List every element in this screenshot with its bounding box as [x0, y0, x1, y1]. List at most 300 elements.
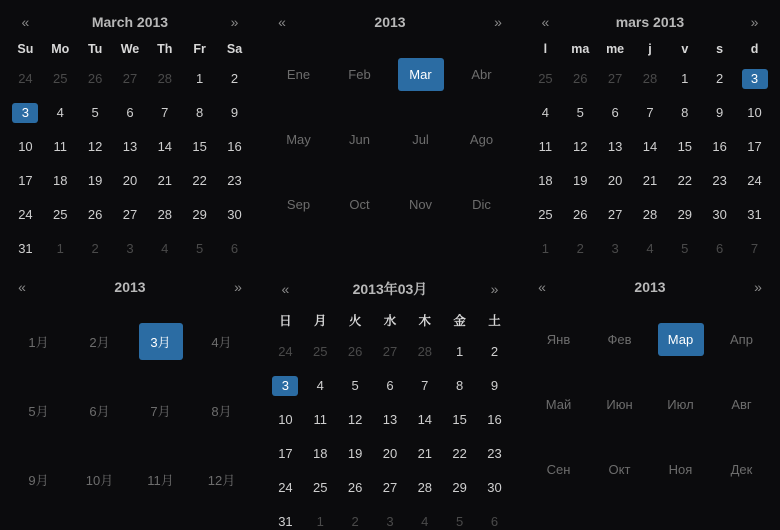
day-of-week-label: s	[716, 42, 724, 56]
calendar-day[interactable]	[598, 96, 633, 130]
month-cell[interactable]	[528, 372, 589, 437]
calendar-day[interactable]	[303, 471, 338, 505]
calendar-day-label: 4	[316, 378, 324, 393]
month-cell-selected[interactable]	[390, 42, 451, 107]
calendar-day[interactable]	[702, 62, 737, 96]
next-arrow-icon[interactable]: »	[234, 279, 242, 295]
calendar-day[interactable]	[633, 62, 668, 96]
month-cell[interactable]	[711, 307, 772, 372]
month-cell-label: Mar	[398, 58, 444, 91]
calendar-day-label: 2	[490, 344, 499, 359]
calendar-day[interactable]	[373, 505, 408, 530]
calendar-day[interactable]	[598, 232, 633, 266]
calendar-day-label: 6	[716, 241, 724, 256]
calendar-day[interactable]	[563, 96, 598, 130]
calendar-day-label: 27	[607, 207, 623, 222]
calendar-day-label: 4	[646, 241, 654, 256]
next-arrow-icon[interactable]: »	[754, 279, 762, 295]
calendar-day-label: 30	[487, 480, 502, 495]
calendar-day[interactable]	[373, 437, 408, 471]
calendar-day[interactable]	[43, 198, 78, 232]
calendar-day[interactable]	[563, 198, 598, 232]
month-cell[interactable]	[589, 437, 650, 502]
calendar-day-selected[interactable]	[8, 96, 43, 130]
calendar-day[interactable]	[477, 437, 512, 471]
month-cell[interactable]	[650, 372, 711, 437]
calendar-panel-jp-days	[260, 265, 520, 530]
day-of-week-label: j	[648, 42, 652, 56]
calendar-day-label: 25	[538, 71, 553, 86]
calendar-week-row	[8, 130, 252, 164]
calendar-day[interactable]	[78, 198, 113, 232]
month-cell[interactable]	[528, 437, 589, 502]
calendar-day[interactable]	[407, 335, 442, 369]
month-cell[interactable]	[329, 172, 390, 237]
calendar-day[interactable]	[338, 471, 373, 505]
calendar-day[interactable]	[43, 130, 78, 164]
calendar-day-label: 5	[456, 514, 464, 529]
calendar-day[interactable]	[182, 232, 217, 266]
calendar-day-label: 22	[677, 173, 693, 188]
month-cell[interactable]	[390, 107, 451, 172]
calendar-day[interactable]	[303, 369, 338, 403]
calendar-day[interactable]	[407, 471, 442, 505]
month-cell[interactable]	[268, 172, 329, 237]
month-cell[interactable]	[329, 42, 390, 107]
month-cell[interactable]	[650, 437, 711, 502]
month-grid	[528, 307, 772, 502]
calendar-day[interactable]	[217, 96, 252, 130]
calendar-day-label: 12	[347, 412, 363, 427]
calendar-day[interactable]	[407, 369, 442, 403]
calendar-day[interactable]	[217, 198, 252, 232]
calendar-day-label: 18	[313, 446, 328, 461]
calendar-day[interactable]	[147, 62, 182, 96]
day-of-week-label: Th	[157, 42, 173, 56]
month-row	[528, 437, 772, 502]
calendar-day[interactable]	[78, 62, 113, 96]
calendar-panel-es-months	[260, 0, 520, 265]
calendar-day[interactable]	[8, 130, 43, 164]
calendar-day-label: 26	[87, 207, 103, 222]
calendar-day[interactable]	[113, 198, 148, 232]
calendar-day[interactable]	[477, 403, 512, 437]
calendar-week-row	[8, 232, 252, 266]
calendar-day[interactable]	[8, 198, 43, 232]
calendar-title[interactable]: mars 2013	[615, 14, 685, 30]
month-cell[interactable]	[711, 437, 772, 502]
calendar-day-label: 28	[417, 480, 433, 495]
calendar-day[interactable]	[477, 505, 512, 530]
calendar-day[interactable]	[338, 403, 373, 437]
calendar-day-label: 10	[747, 105, 762, 120]
calendar-nav-row	[268, 275, 512, 307]
calendar-day-label: 5	[91, 105, 99, 120]
calendar-day-label: 22	[452, 446, 467, 461]
prev-arrow-icon[interactable]: «	[278, 14, 286, 30]
calendar-day[interactable]	[633, 198, 668, 232]
month-cell[interactable]	[711, 372, 772, 437]
calendar-day[interactable]	[667, 232, 702, 266]
day-of-week-label: Su	[17, 42, 34, 56]
calendar-day[interactable]	[338, 335, 373, 369]
calendar-header-table	[8, 275, 252, 303]
calendar-day[interactable]	[217, 62, 252, 96]
calendar-day-label: 21	[157, 173, 173, 188]
calendar-day[interactable]	[113, 62, 148, 96]
calendar-title[interactable]: March 2013	[91, 14, 169, 30]
month-cell[interactable]	[130, 376, 191, 445]
calendar-day-label: 26	[573, 207, 588, 222]
calendar-day[interactable]	[303, 505, 338, 530]
calendar-day-label: 7	[750, 241, 759, 256]
calendar-day[interactable]	[182, 164, 217, 198]
calendar-day[interactable]	[303, 403, 338, 437]
calendar-day[interactable]	[598, 62, 633, 96]
calendar-day[interactable]	[477, 369, 512, 403]
calendar-panel-en-days	[0, 0, 260, 265]
calendar-day[interactable]	[667, 130, 702, 164]
calendar-day[interactable]	[8, 62, 43, 96]
month-cell[interactable]	[268, 107, 329, 172]
calendar-day-label: 2	[576, 241, 584, 256]
calendar-day-label: 4	[161, 241, 169, 256]
calendar-day-label: 20	[122, 173, 138, 188]
calendar-day[interactable]	[338, 505, 373, 530]
calendar-day[interactable]	[667, 164, 702, 198]
calendar-day-label: 29	[452, 480, 467, 495]
calendar-day[interactable]	[407, 505, 442, 530]
calendar-day[interactable]	[8, 164, 43, 198]
month-cell-label: 11月	[147, 473, 174, 488]
prev-arrow-icon[interactable]: «	[541, 14, 550, 30]
calendar-day-label: 1	[316, 514, 324, 529]
calendar-day-label: 2	[351, 514, 359, 529]
calendar-day-label: 30	[227, 207, 242, 222]
next-arrow-icon[interactable]: »	[490, 281, 499, 297]
calendar-day[interactable]	[217, 130, 252, 164]
calendar-day[interactable]	[563, 62, 598, 96]
month-cell[interactable]	[329, 107, 390, 172]
calendar-day-label: 27	[382, 344, 398, 359]
calendar-week-row	[528, 198, 772, 232]
calendar-day[interactable]	[737, 164, 772, 198]
calendar-day[interactable]	[737, 232, 772, 266]
calendar-day[interactable]	[737, 198, 772, 232]
calendar-day-label: 7	[421, 378, 429, 393]
calendar-day[interactable]	[78, 232, 113, 266]
calendar-day[interactable]	[737, 130, 772, 164]
calendar-day[interactable]	[702, 130, 737, 164]
month-cell[interactable]	[69, 376, 130, 445]
calendar-day[interactable]	[303, 437, 338, 471]
month-cell[interactable]	[8, 445, 69, 514]
month-row	[268, 107, 512, 172]
calendar-day-label: 16	[487, 412, 502, 427]
calendar-day-label: 6	[386, 378, 394, 393]
month-cell[interactable]	[191, 376, 252, 445]
calendar-day-label: 29	[677, 207, 693, 222]
calendar-day-label: 21	[642, 173, 658, 188]
month-cell-selected[interactable]	[130, 307, 191, 376]
calendar-day[interactable]	[702, 164, 737, 198]
calendar-day[interactable]	[43, 164, 78, 198]
calendar-day[interactable]	[113, 130, 148, 164]
month-cell[interactable]	[589, 372, 650, 437]
calendar-nav-row	[528, 10, 772, 38]
calendar-day-label: 12	[573, 139, 588, 154]
prev-arrow-icon[interactable]: «	[281, 281, 290, 297]
next-arrow-icon[interactable]: »	[494, 14, 502, 30]
calendar-day[interactable]	[633, 232, 668, 266]
calendar-day[interactable]	[113, 232, 148, 266]
calendar-day[interactable]	[373, 335, 408, 369]
day-of-week-label: 金	[453, 314, 466, 328]
month-cell-label: Май	[545, 397, 572, 412]
calendar-day-label: 11	[538, 139, 553, 154]
next-arrow-icon[interactable]: »	[750, 14, 759, 30]
month-cell-label: Апр	[730, 332, 753, 347]
calendar-day[interactable]	[268, 335, 303, 369]
calendar-day-label: 30	[712, 207, 727, 222]
calendar-day[interactable]	[598, 198, 633, 232]
prev-arrow-icon[interactable]: «	[18, 279, 26, 295]
calendar-title[interactable]: 2013	[374, 14, 406, 30]
calendar-day-label: 14	[417, 412, 433, 427]
calendar-day[interactable]	[563, 232, 598, 266]
calendar-header-table	[268, 10, 512, 38]
calendar-day[interactable]	[667, 198, 702, 232]
day-of-week-label: Mo	[51, 42, 70, 56]
month-cell-label: 10月	[85, 473, 114, 488]
calendar-day[interactable]	[598, 130, 633, 164]
month-cell-label: Dic	[472, 197, 491, 212]
calendar-day-label: 15	[677, 139, 693, 154]
month-cell[interactable]	[8, 307, 69, 376]
month-cell-label: 4月	[211, 335, 232, 350]
calendar-day[interactable]	[113, 96, 148, 130]
calendar-day-label: 20	[607, 173, 623, 188]
calendar-day-label: 17	[278, 446, 293, 461]
calendar-day[interactable]	[147, 130, 182, 164]
month-row	[268, 172, 512, 237]
calendar-week-row	[8, 96, 252, 130]
calendar-day-label: 1	[681, 71, 689, 86]
calendar-day[interactable]	[702, 198, 737, 232]
calendar-day[interactable]	[268, 437, 303, 471]
calendar-day[interactable]	[43, 62, 78, 96]
month-cell-label: Фев	[607, 332, 632, 347]
day-of-week-label: d	[750, 42, 759, 56]
month-cell[interactable]	[69, 307, 130, 376]
calendar-day[interactable]	[442, 403, 477, 437]
month-cell-label: Oct	[349, 197, 370, 212]
calendar-day[interactable]	[528, 62, 563, 96]
calendar-day[interactable]	[528, 198, 563, 232]
month-cell[interactable]	[528, 307, 589, 372]
calendar-day[interactable]	[737, 96, 772, 130]
calendar-day[interactable]	[182, 62, 217, 96]
month-cell-label: 3月	[139, 323, 183, 360]
month-cell-label: Июн	[606, 397, 633, 412]
calendar-day[interactable]	[407, 437, 442, 471]
calendar-day[interactable]	[477, 471, 512, 505]
calendar-week-row	[528, 164, 772, 198]
calendar-day[interactable]	[147, 96, 182, 130]
month-cell-label: Мар	[658, 323, 704, 356]
calendar-day[interactable]	[8, 232, 43, 266]
calendar-day-label: 24	[278, 344, 293, 359]
calendar-day-label: 13	[122, 139, 138, 154]
calendar-title[interactable]: 2013	[114, 279, 146, 295]
month-cell-label: Окт	[608, 462, 631, 477]
month-cell-label: 8月	[211, 404, 232, 419]
calendar-day[interactable]	[477, 335, 512, 369]
day-of-week-label: ma	[571, 42, 590, 56]
calendar-day[interactable]	[78, 164, 113, 198]
calendar-day[interactable]	[147, 164, 182, 198]
month-cell-selected[interactable]	[650, 307, 711, 372]
calendar-day[interactable]	[217, 164, 252, 198]
calendar-week-row	[528, 130, 772, 164]
month-cell-label: 7月	[150, 404, 171, 419]
month-cell[interactable]	[589, 307, 650, 372]
calendar-day-label: 19	[347, 446, 363, 461]
calendar-day[interactable]	[338, 437, 373, 471]
prev-arrow-icon[interactable]: «	[538, 279, 546, 295]
month-cell-label: 12月	[207, 473, 236, 488]
calendar-day-label: 9	[716, 105, 724, 120]
calendar-day[interactable]	[338, 369, 373, 403]
calendar-header-table	[8, 10, 252, 266]
calendar-header-table	[528, 275, 772, 303]
calendar-day-label: 5	[681, 241, 689, 256]
month-cell[interactable]	[8, 376, 69, 445]
month-cell[interactable]	[69, 445, 130, 514]
calendar-day-label: 26	[573, 71, 588, 86]
calendar-day-label: 4	[541, 105, 550, 120]
calendar-day[interactable]	[78, 130, 113, 164]
calendar-day[interactable]	[633, 130, 668, 164]
calendar-day[interactable]	[268, 403, 303, 437]
calendar-day-label: 6	[230, 241, 239, 256]
month-cell[interactable]	[451, 107, 512, 172]
calendar-day[interactable]	[182, 130, 217, 164]
calendar-day[interactable]	[268, 505, 303, 530]
day-of-week-label: 火	[348, 314, 362, 328]
calendar-day[interactable]	[563, 130, 598, 164]
calendar-day-label: 24	[18, 207, 33, 222]
calendar-title[interactable]: 2013	[634, 279, 666, 295]
calendar-day-label: 2	[91, 241, 99, 256]
calendar-day-selected[interactable]	[737, 62, 772, 96]
month-cell[interactable]	[451, 172, 512, 237]
calendar-day-label: 3	[272, 376, 298, 396]
calendar-day[interactable]	[407, 403, 442, 437]
day-of-week-row	[528, 38, 772, 62]
calendar-day[interactable]	[217, 232, 252, 266]
month-row	[8, 376, 252, 445]
calendar-day[interactable]	[182, 96, 217, 130]
month-cell-label: 1月	[28, 335, 49, 350]
calendar-day[interactable]	[702, 232, 737, 266]
calendar-week-row	[268, 437, 512, 471]
day-of-week-label: me	[606, 42, 625, 56]
calendar-day[interactable]	[633, 96, 668, 130]
calendar-day[interactable]	[43, 96, 78, 130]
month-cell[interactable]	[451, 42, 512, 107]
calendar-day-label: 1	[541, 241, 550, 256]
calendar-day[interactable]	[667, 96, 702, 130]
calendar-day[interactable]	[442, 505, 477, 530]
calendar-day[interactable]	[633, 164, 668, 198]
calendar-day[interactable]	[303, 335, 338, 369]
calendar-week-row	[528, 96, 772, 130]
calendar-day-label: 3	[611, 241, 619, 256]
calendar-day[interactable]	[598, 164, 633, 198]
calendar-day-label: 21	[417, 446, 433, 461]
calendar-panel-fr-days	[520, 0, 780, 265]
calendar-day[interactable]	[147, 232, 182, 266]
calendar-day-label: 24	[278, 480, 293, 495]
calendar-day[interactable]	[442, 471, 477, 505]
calendar-day[interactable]	[43, 232, 78, 266]
calendar-day[interactable]	[442, 437, 477, 471]
calendar-day[interactable]	[373, 471, 408, 505]
calendar-day[interactable]	[528, 232, 563, 266]
day-of-week-label: Tu	[87, 42, 103, 56]
calendar-day[interactable]	[373, 369, 408, 403]
calendar-day-label: 22	[192, 173, 207, 188]
month-cell[interactable]	[390, 172, 451, 237]
calendar-day-label: 9	[490, 378, 499, 393]
calendar-title[interactable]: 2013年03月	[352, 281, 428, 297]
month-cell[interactable]	[268, 42, 329, 107]
calendar-day[interactable]	[528, 130, 563, 164]
calendar-day-selected[interactable]	[268, 369, 303, 403]
calendar-day[interactable]	[113, 164, 148, 198]
calendar-day-label: 19	[87, 173, 103, 188]
calendar-day[interactable]	[528, 164, 563, 198]
month-cell[interactable]	[191, 445, 252, 514]
calendar-day-label: 28	[642, 71, 658, 86]
calendar-day[interactable]	[442, 335, 477, 369]
calendar-day-label: 3	[742, 69, 768, 89]
calendar-day[interactable]	[147, 198, 182, 232]
month-cell[interactable]	[191, 307, 252, 376]
calendar-day[interactable]	[78, 96, 113, 130]
calendar-day[interactable]	[182, 198, 217, 232]
month-cell[interactable]	[130, 445, 191, 514]
calendar-day[interactable]	[563, 164, 598, 198]
calendar-day[interactable]	[268, 471, 303, 505]
calendar-day[interactable]	[442, 369, 477, 403]
calendar-day[interactable]	[373, 403, 408, 437]
month-row	[528, 372, 772, 437]
prev-arrow-icon[interactable]: «	[21, 14, 30, 30]
calendar-day[interactable]	[528, 96, 563, 130]
calendar-day-label: 24	[18, 71, 33, 86]
day-of-week-label: 土	[488, 314, 501, 328]
calendar-day-label: 13	[607, 139, 623, 154]
calendar-day[interactable]	[667, 62, 702, 96]
calendar-day[interactable]	[702, 96, 737, 130]
calendar-day-label: 25	[313, 480, 328, 495]
month-row	[528, 307, 772, 372]
month-cell-label: Июл	[667, 397, 694, 412]
calendar-day-label: 31	[747, 207, 762, 222]
next-arrow-icon[interactable]: »	[230, 14, 239, 30]
